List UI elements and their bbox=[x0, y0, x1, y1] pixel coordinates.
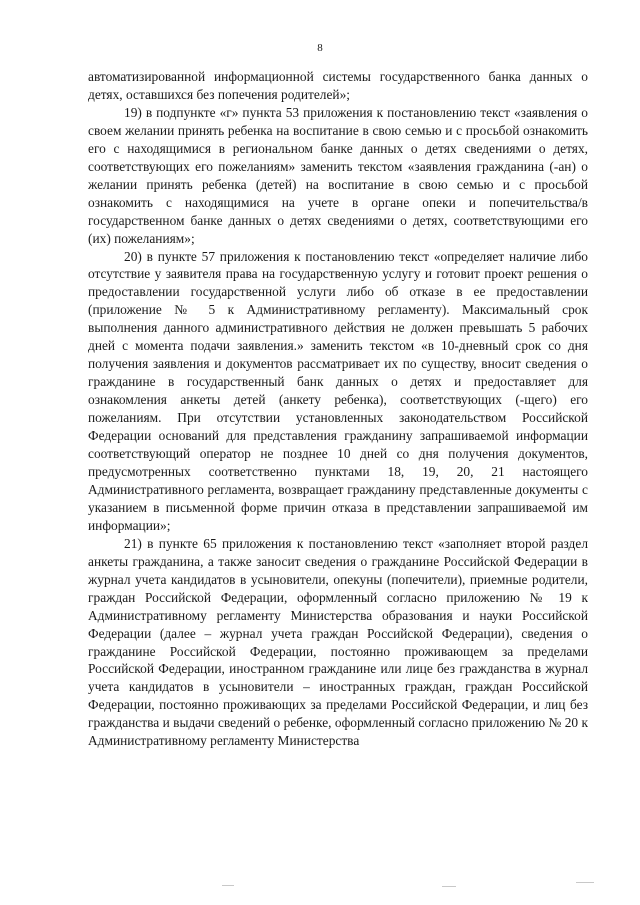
paragraph-item-19: 19) в подпункте «г» пункта 53 приложения к постановлению текст «заявления о своем желании принять ребенка на воспитание в свою семью и с просьбой ознакомить его с находящимися в региональном банке данных о детях сведениями о детях, соответствующих его пожеланиям» заменить текстом «заявления гражданина (-ан) о желании принять ребенка (детей) на воспитание в свою семью и с просьбой ознакомить с находящимися на учете в органе опеки и попечительства/в государственном банке данных о детях сведениями о детях, соответствующими его (их) пожеланиям»; bbox=[88, 104, 588, 246]
scan-mark bbox=[576, 882, 594, 883]
scan-mark bbox=[222, 885, 234, 886]
scan-artifacts bbox=[0, 872, 640, 892]
document-body bbox=[88, 68, 588, 750]
paragraph-continuation: автоматизированной информационной системы государственного банка данных о детях, оставшихся без попечения родителей»; bbox=[88, 69, 588, 102]
scan-mark bbox=[442, 886, 456, 887]
paragraph-item-21: 21) в пункте 65 приложения к постановлению текст «заполняет второй раздел анкеты гражданина, а также заносит сведения о гражданине Российской Федерации в журнал учета кандидатов в усыновители, опекуны (попечители), приемные родители, граждан Российской Федерации, оформленный согласно приложению № 19 к Административному регламенту Министерства образования и науки Российской Федерации (далее – журнал учета граждан Российской Федерации), сведения о гражданине Российской Федерации, постоянно проживающем за пределами Российской Федерации, иностранном гражданине или лице без гражданства в журнал учета кандидатов в усыновители – иностранных граждан, граждан Российской Федерации, постоянно проживающих за пределами Российской Федерации, и лиц без гражданства и выдачи сведений о ребенке, оформленный согласно приложению № 20 к Административному регламенту Министерства bbox=[88, 535, 588, 749]
page-number: 8 bbox=[317, 42, 323, 54]
paragraph-item-20: 20) в пункте 57 приложения к постановлению текст «определяет наличие либо отсутствие у заявителя права на государственную услугу и готовит проект решения о предоставлении государственной услуги либо об отказе в ее предоставлении (приложение № 5 к Административному регламенту). Максимальный срок выполнения данного административного действия не должен превышать 5 рабочих дней с момента подачи заявления.» заменить текстом «в 10-дневный срок со дня получения заявления и документов рассматривает их по существу, вносит сведения о гражданине в государственный банк данных о детях и предоставляет для ознакомления анкеты детей (анкету ребенка), соответствующих (-щего) его пожеланиям. При отсутствии установленных законодательством Российской Федерации оснований для представления гражданину запрашиваемой информации соответствующий оператор не позднее 10 дней со дня получения документов, предусмотренных соответственно пунктами 18, 19, 20, 21 настоящего Административного регламента, возвращает гражданину представленные документы с указанием в письменной форме причин отказа в представлении запрашиваемой им информации»; bbox=[88, 248, 588, 533]
